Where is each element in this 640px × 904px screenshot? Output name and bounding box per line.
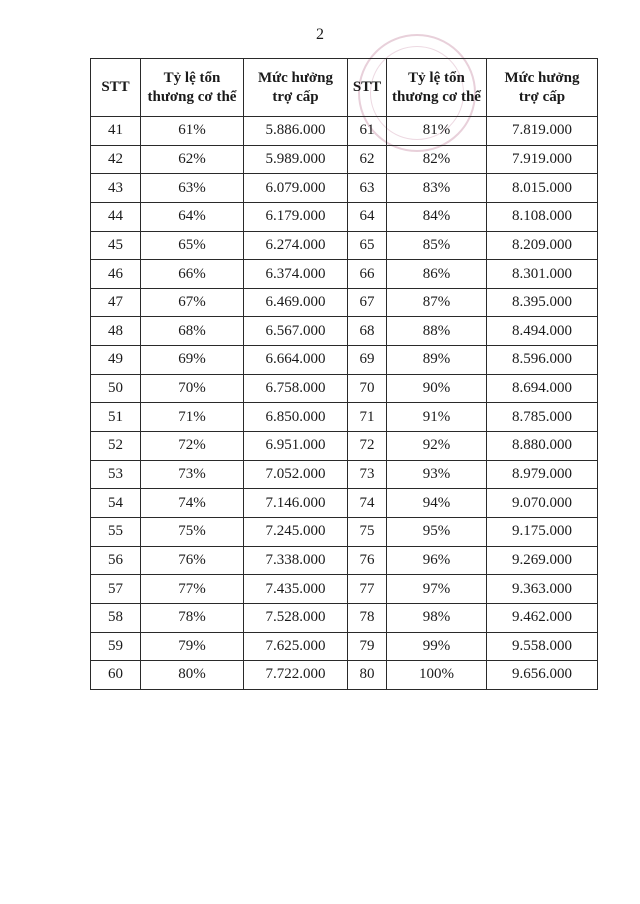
cell-stt-1: 48 (91, 317, 141, 346)
cell-stt-2: 71 (348, 403, 387, 432)
table-row (91, 202, 598, 231)
cell-rate-2: 89% (387, 346, 487, 375)
header-amount-1-line2: trợ cấp (272, 88, 319, 105)
cell-rate-2: 100% (387, 661, 487, 690)
cell-amount-2: 9.462.000 (487, 603, 598, 632)
cell-amount-2: 9.269.000 (487, 546, 598, 575)
cell-stt-1: 45 (91, 231, 141, 260)
cell-stt-2: 68 (348, 317, 387, 346)
cell-amount-1: 7.146.000 (244, 489, 348, 518)
cell-amount-2: 8.596.000 (487, 346, 598, 375)
cell-amount-2: 9.175.000 (487, 517, 598, 546)
table-row (91, 260, 598, 289)
cell-stt-2: 64 (348, 202, 387, 231)
cell-amount-2: 7.819.000 (487, 117, 598, 146)
table-row (91, 117, 598, 146)
cell-amount-2: 8.979.000 (487, 460, 598, 489)
table-row (91, 403, 598, 432)
cell-stt-1: 56 (91, 546, 141, 575)
cell-amount-2: 9.558.000 (487, 632, 598, 661)
cell-stt-2: 72 (348, 432, 387, 461)
cell-stt-1: 53 (91, 460, 141, 489)
table-row (91, 661, 598, 690)
table-row (91, 460, 598, 489)
cell-rate-2: 84% (387, 202, 487, 231)
cell-stt-1: 46 (91, 260, 141, 289)
table-row (91, 632, 598, 661)
table-row (91, 317, 598, 346)
table-row (91, 603, 598, 632)
cell-rate-2: 91% (387, 403, 487, 432)
cell-stt-2: 61 (348, 117, 387, 146)
header-stt-1: STT (91, 59, 141, 117)
cell-rate-2: 96% (387, 546, 487, 575)
cell-amount-1: 6.850.000 (244, 403, 348, 432)
cell-rate-1: 65% (141, 231, 244, 260)
cell-amount-1: 6.079.000 (244, 174, 348, 203)
header-amount-2 (487, 59, 598, 117)
cell-stt-1: 58 (91, 603, 141, 632)
cell-stt-1: 47 (91, 288, 141, 317)
cell-amount-2: 8.301.000 (487, 260, 598, 289)
header-rate-1 (141, 59, 244, 117)
header-amount-1-line1: Mức hưởng (257, 69, 334, 86)
cell-stt-2: 62 (348, 145, 387, 174)
cell-stt-1: 49 (91, 346, 141, 375)
cell-rate-2: 93% (387, 460, 487, 489)
page-number: 2 (316, 26, 324, 43)
cell-stt-1: 41 (91, 117, 141, 146)
cell-rate-2: 81% (387, 117, 487, 146)
cell-stt-1: 57 (91, 575, 141, 604)
cell-amount-2: 7.919.000 (487, 145, 598, 174)
cell-rate-1: 70% (141, 374, 244, 403)
cell-stt-1: 50 (91, 374, 141, 403)
cell-stt-1: 52 (91, 432, 141, 461)
cell-stt-2: 77 (348, 575, 387, 604)
table-row (91, 145, 598, 174)
table-row (91, 432, 598, 461)
cell-stt-2: 66 (348, 260, 387, 289)
cell-stt-1: 44 (91, 202, 141, 231)
cell-stt-2: 74 (348, 489, 387, 518)
cell-amount-1: 7.722.000 (244, 661, 348, 690)
cell-amount-1: 7.625.000 (244, 632, 348, 661)
cell-rate-1: 67% (141, 288, 244, 317)
table-row (91, 546, 598, 575)
cell-amount-2: 8.108.000 (487, 202, 598, 231)
cell-amount-2: 8.694.000 (487, 374, 598, 403)
cell-rate-1: 69% (141, 346, 244, 375)
cell-rate-1: 79% (141, 632, 244, 661)
cell-stt-1: 43 (91, 174, 141, 203)
cell-amount-1: 7.435.000 (244, 575, 348, 604)
cell-rate-1: 76% (141, 546, 244, 575)
cell-stt-2: 75 (348, 517, 387, 546)
header-amount-1 (244, 59, 348, 117)
table-row (91, 231, 598, 260)
cell-stt-2: 69 (348, 346, 387, 375)
cell-rate-1: 72% (141, 432, 244, 461)
table-row (91, 575, 598, 604)
cell-rate-2: 83% (387, 174, 487, 203)
cell-rate-2: 99% (387, 632, 487, 661)
cell-amount-2: 8.785.000 (487, 403, 598, 432)
cell-stt-2: 70 (348, 374, 387, 403)
cell-rate-1: 77% (141, 575, 244, 604)
cell-rate-2: 88% (387, 317, 487, 346)
cell-stt-2: 65 (348, 231, 387, 260)
cell-amount-2: 8.880.000 (487, 432, 598, 461)
cell-amount-1: 7.245.000 (244, 517, 348, 546)
table-row (91, 174, 598, 203)
cell-rate-1: 68% (141, 317, 244, 346)
header-rate-2-line2: thương cơ thể (392, 88, 481, 105)
cell-rate-1: 71% (141, 403, 244, 432)
header-rate-1-line1: Tỷ lệ tổn (163, 69, 221, 86)
cell-stt-2: 80 (348, 661, 387, 690)
cell-rate-2: 90% (387, 374, 487, 403)
cell-amount-2: 8.395.000 (487, 288, 598, 317)
cell-amount-1: 6.274.000 (244, 231, 348, 260)
cell-stt-1: 60 (91, 661, 141, 690)
cell-rate-1: 80% (141, 661, 244, 690)
header-rate-2-line1: Tỷ lệ tổn (408, 69, 465, 86)
table-row (91, 374, 598, 403)
allowance-table (90, 58, 598, 690)
cell-amount-2: 8.015.000 (487, 174, 598, 203)
cell-amount-1: 6.469.000 (244, 288, 348, 317)
table-body (91, 117, 598, 690)
cell-rate-2: 94% (387, 489, 487, 518)
cell-stt-2: 76 (348, 546, 387, 575)
cell-stt-2: 67 (348, 288, 387, 317)
cell-stt-1: 55 (91, 517, 141, 546)
cell-amount-1: 6.951.000 (244, 432, 348, 461)
table-row (91, 489, 598, 518)
cell-rate-2: 85% (387, 231, 487, 260)
cell-rate-2: 92% (387, 432, 487, 461)
cell-amount-1: 5.989.000 (244, 145, 348, 174)
table-row (91, 346, 598, 375)
header-rate-2 (387, 59, 487, 117)
header-stt-2: STT (348, 59, 387, 117)
cell-rate-1: 78% (141, 603, 244, 632)
cell-rate-2: 97% (387, 575, 487, 604)
cell-amount-1: 7.338.000 (244, 546, 348, 575)
cell-stt-2: 73 (348, 460, 387, 489)
header-amount-2-line1: Mức hưởng (504, 69, 580, 86)
cell-amount-1: 6.567.000 (244, 317, 348, 346)
cell-stt-2: 78 (348, 603, 387, 632)
cell-amount-2: 8.494.000 (487, 317, 598, 346)
table-header-row (91, 59, 598, 117)
cell-rate-1: 63% (141, 174, 244, 203)
cell-rate-2: 98% (387, 603, 487, 632)
cell-rate-2: 82% (387, 145, 487, 174)
cell-stt-1: 54 (91, 489, 141, 518)
cell-amount-2: 9.656.000 (487, 661, 598, 690)
cell-stt-2: 63 (348, 174, 387, 203)
cell-rate-1: 64% (141, 202, 244, 231)
cell-rate-1: 62% (141, 145, 244, 174)
cell-rate-1: 66% (141, 260, 244, 289)
cell-amount-2: 9.363.000 (487, 575, 598, 604)
cell-amount-1: 7.052.000 (244, 460, 348, 489)
cell-rate-1: 73% (141, 460, 244, 489)
cell-rate-2: 86% (387, 260, 487, 289)
cell-rate-1: 75% (141, 517, 244, 546)
cell-amount-1: 6.664.000 (244, 346, 348, 375)
cell-amount-1: 7.528.000 (244, 603, 348, 632)
cell-rate-1: 61% (141, 117, 244, 146)
header-amount-2-line2: trợ cấp (518, 88, 566, 105)
cell-amount-1: 6.374.000 (244, 260, 348, 289)
header-rate-1-line2: thương cơ thể (147, 88, 237, 105)
cell-amount-2: 9.070.000 (487, 489, 598, 518)
cell-amount-2: 8.209.000 (487, 231, 598, 260)
cell-stt-1: 59 (91, 632, 141, 661)
cell-stt-1: 51 (91, 403, 141, 432)
cell-rate-2: 87% (387, 288, 487, 317)
cell-rate-1: 74% (141, 489, 244, 518)
cell-amount-1: 6.179.000 (244, 202, 348, 231)
cell-amount-1: 6.758.000 (244, 374, 348, 403)
cell-rate-2: 95% (387, 517, 487, 546)
table-row (91, 288, 598, 317)
cell-stt-2: 79 (348, 632, 387, 661)
cell-stt-1: 42 (91, 145, 141, 174)
table-row (91, 517, 598, 546)
cell-amount-1: 5.886.000 (244, 117, 348, 146)
